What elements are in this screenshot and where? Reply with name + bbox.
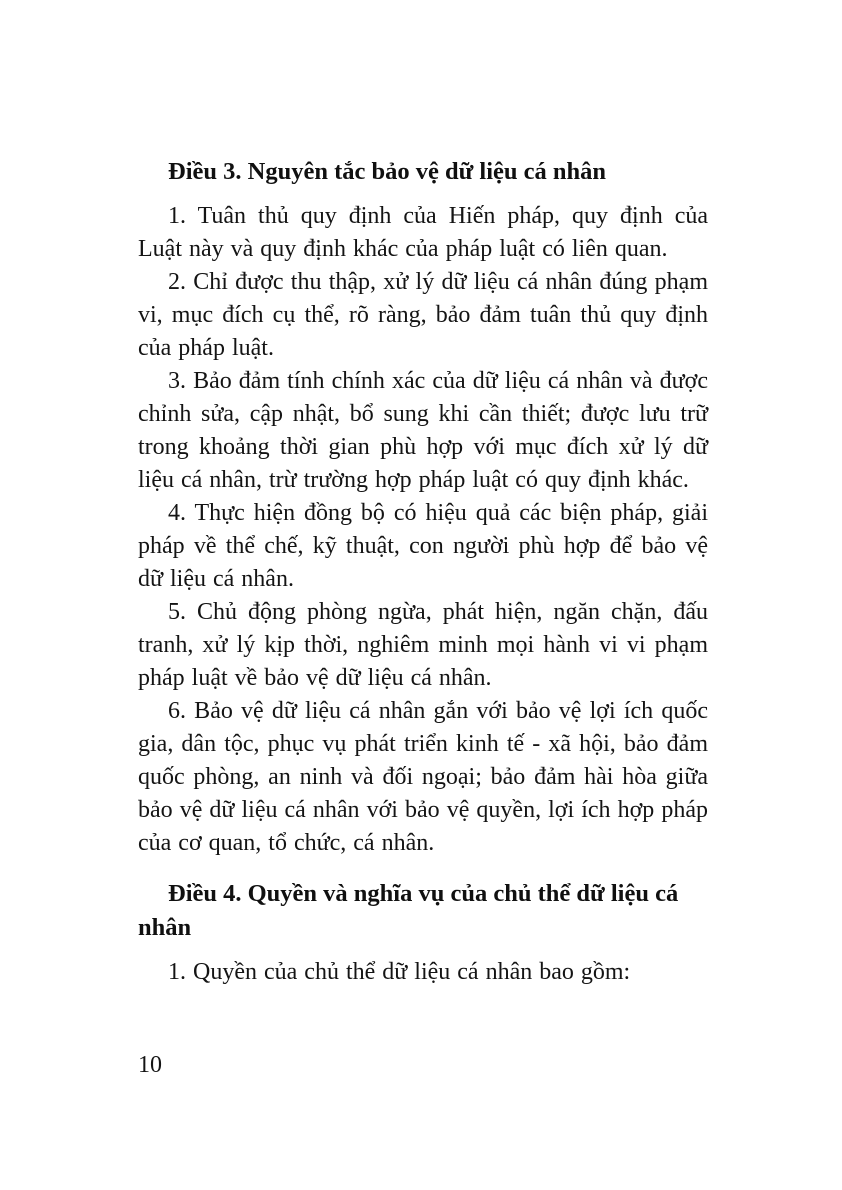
- article-3-paragraph-5: 5. Chủ động phòng ngừa, phát hiện, ngăn chặn, đấu tranh, xử lý kịp thời, nghiêm minh mọi hành vi vi phạm pháp luật về bảo vệ dữ liệu cá nhân.: [138, 599, 708, 691]
- page-number: 10: [138, 1052, 162, 1078]
- article-3-paragraph-2: 2. Chỉ được thu thập, xử lý dữ liệu cá nhân đúng phạm vi, mục đích cụ thể, rõ ràng, bảo đảm tuân thủ quy định của pháp luật.: [138, 269, 708, 361]
- article-3-heading: Điều 3. Nguyên tắc bảo vệ dữ liệu cá nhân: [168, 158, 607, 185]
- article-3-paragraph-1: 1. Tuân thủ quy định của Hiến pháp, quy định của Luật này và quy định khác của pháp luật có liên quan.: [138, 203, 708, 262]
- page-text-block: [138, 155, 708, 989]
- article-4-paragraph-1: 1. Quyền của chủ thể dữ liệu cá nhân bao gồm:: [168, 959, 631, 985]
- article-3-paragraph-4: 4. Thực hiện đồng bộ có hiệu quả các biện pháp, giải pháp về thể chế, kỹ thuật, con người phù hợp để bảo vệ dữ liệu cá nhân.: [138, 500, 708, 592]
- article-3-paragraph-6: 6. Bảo vệ dữ liệu cá nhân gắn với bảo vệ lợi ích quốc gia, dân tộc, phục vụ phát triển kinh tế - xã hội, bảo đảm quốc phòng, an ninh và đối ngoại; bảo đảm hài hòa giữa bảo vệ dữ liệu cá nhân với bảo vệ quyền, lợi ích hợp pháp của cơ quan, tổ chức, cá nhân.: [138, 698, 708, 856]
- article-4-heading: Điều 4. Quyền và nghĩa vụ của chủ thể dữ liệu cá nhân: [138, 880, 679, 941]
- article-3-paragraph-3: 3. Bảo đảm tính chính xác của dữ liệu cá nhân và được chỉnh sửa, cập nhật, bổ sung khi cần thiết; được lưu trữ trong khoảng thời gian phù hợp với mục đích xử lý dữ liệu cá nhân, trừ trường hợp pháp luật có quy định khác.: [138, 368, 708, 493]
